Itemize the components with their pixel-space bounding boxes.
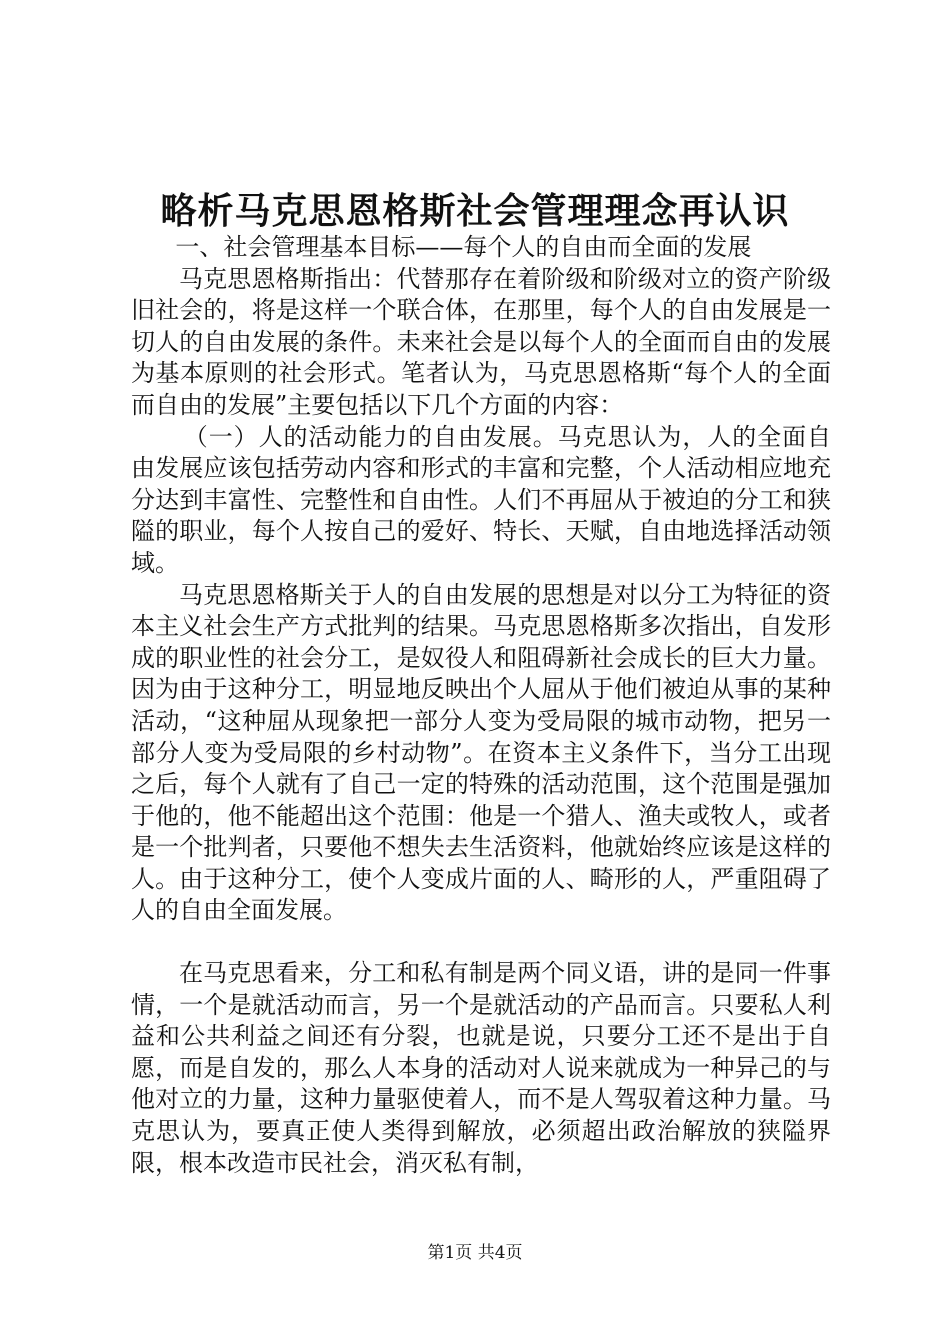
paragraph-2: （一）人的活动能力的自由发展。马克思认为，人的全面自由发展应该包括劳动内容和形式的丰富和完整，个人活动相应地充分达到丰富性、完整性和自由性。人们不再屈从于被迫的分工和狭隘的职业，每个人按自己的爱好、特长、天赋，自由地选择活动领域。	[131, 422, 831, 577]
document-title: 略析马克思恩格斯社会管理理念再认识	[160, 190, 790, 232]
page-footer: 第1页 共4页	[427, 1243, 523, 1263]
paragraph-4: 在马克思看来，分工和私有制是两个同义语，讲的是同一件事情，一个是就活动而言，另一个是就活动的产品而言。只要私人利益和公共利益之间还有分裂，也就是说，只要分工还不是出于自愿，而是自发的，那么人本身的活动对人说来就成为一种异己的与他对立的力量，这种力量驱使着人，而不是人驾驭着这种力量。马克思认为，要真正使人类得到解放，必须超出政治解放的狭隘界限，根本改造市民社会，消灭私有制，	[131, 959, 831, 1177]
paragraph-1: 马克思恩格斯指出：代替那存在着阶级和阶级对立的资产阶级旧社会的，将是这样一个联合体，在那里，每个人的自由发展是一切人的自由发展的条件。未来社会是以每个人的全面而自由的发展为基本原则的社会形式。笔者认为，马克思恩格斯“每个人的全面而自由的发展”主要包括以下几个方面的内容：	[131, 264, 831, 419]
section-heading: 一、社会管理基本目标——每个人的自由而全面的发展	[175, 233, 752, 261]
document-body	[131, 232, 831, 1179]
paragraph-3: 马克思恩格斯关于人的自由发展的思想是对以分工为特征的资本主义社会生产方式批判的结果。马克思恩格斯多次指出，自发形成的职业性的社会分工，是奴役人和阻碍新社会成长的巨大力量。因为由于这种分工，明显地反映出个人屈从于他们被迫从事的某种活动，“这种屈从现象把一部分人变为受局限的城市动物，把另一部分人变为受局限的乡村动物”。在资本主义条件下，当分工出现之后，每个人就有了自己一定的特殊的活动范围，这个范围是强加于他的，他不能超出这个范围：他是一个猎人、渔夫或牧人，或者是一个批判者，只要他不想失去生活资料，他就始终应该是这样的人。由于这种分工，使个人变成片面的人、畸形的人，严重阻碍了人的自由全面发展。	[131, 580, 831, 925]
